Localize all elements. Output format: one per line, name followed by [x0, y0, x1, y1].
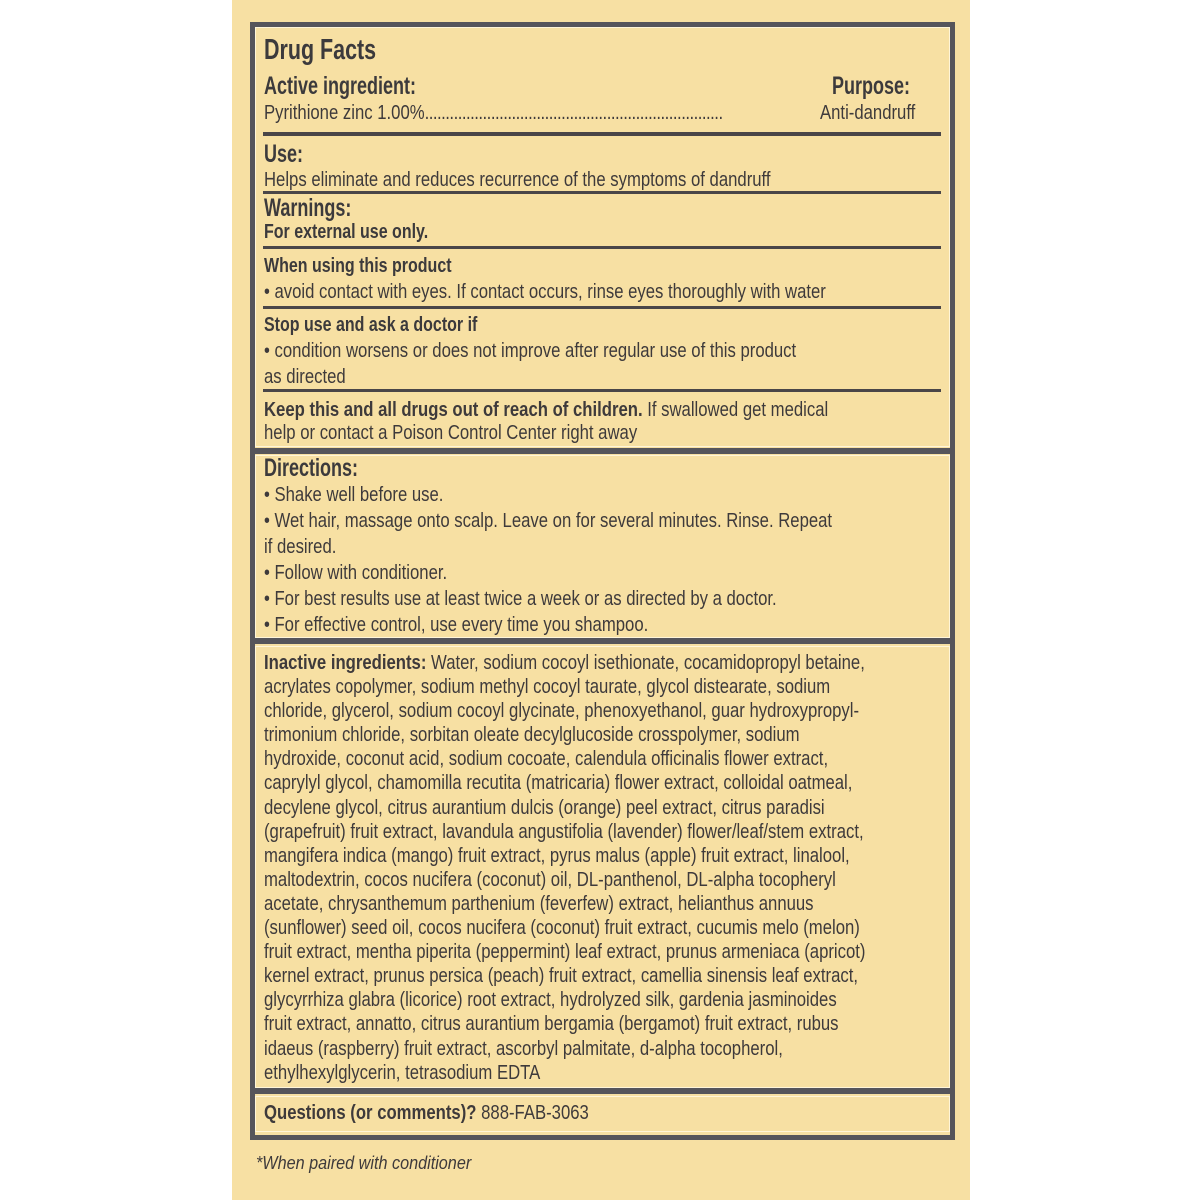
keep-out-of-reach-bold: Keep this and all drugs out of reach of children. [264, 399, 643, 421]
inactive-ingredients-line: hydroxide, coconut acid, sodium cocoate, calendula officinalis flower extract, [264, 748, 829, 771]
inactive-ingredients-line: (grapefruit) fruit extract, lavandula angustifolia (lavender) flower/leaf/stem extract, [264, 820, 864, 843]
section-band [250, 638, 955, 644]
inactive-ingredients-line: acetate, chrysanthemum parthenium (feverfew) extract, helianthus annuus [264, 892, 814, 915]
divider [263, 132, 941, 136]
active-ingredient-row [264, 103, 723, 123]
inactive-ingredients-line: chloride, glycerol, sodium cocoyl glycinate, phenoxyethanol, guar hydroxypropyl- [264, 700, 860, 723]
inactive-ingredients-line: ethylhexylglycerin, tetrasodium EDTA [264, 1061, 541, 1084]
section-band [250, 1088, 955, 1094]
warnings-heading: Warnings: [264, 194, 352, 222]
questions-phone: 888-FAB-3063 [476, 1102, 589, 1124]
inactive-ingredients-text: Water, sodium cocoyl isethionate, cocamidopropyl betaine, [426, 652, 865, 674]
inactive-ingredients-line: mangifera indica (mango) fruit extract, pyrus malus (apple) fruit extract, linalool, [264, 844, 850, 867]
inactive-ingredients-line: fruit extract, annatto, citrus aurantium bergamia (bergamot) fruit extract, rubus [264, 1013, 839, 1036]
inactive-ingredients-line: trimonium chloride, sorbitan oleate decylglucoside crosspolymer, sodium [264, 724, 800, 747]
questions-label: Questions (or comments)? [264, 1102, 477, 1124]
inactive-ingredients-line: acrylates copolymer, sodium methyl cocoyl taurate, glycol distearate, sodium [264, 676, 831, 698]
divider [263, 389, 941, 392]
direction-item: • For best results use at least twice a week or as directed by a doctor. [264, 588, 777, 610]
inactive-ingredients-line: kernel extract, prunus persica (peach) fruit extract, camellia sinensis leaf extract, [264, 965, 859, 988]
inactive-ingredients-line: maltodextrin, cocos nucifera (coconut) oil, DL-panthenol, DL-alpha tocopheryl [264, 868, 836, 891]
stop-use-text: as directed [264, 366, 346, 388]
use-text: Helps eliminate and reduces recurrence of the symptoms of dandruff [264, 169, 771, 191]
divider [263, 191, 941, 194]
inactive-ingredients-line: caprylyl glycol, chamomilla recutita (matricaria) flower extract, colloidal oatmeal, [264, 772, 853, 795]
purpose-heading: Purpose: [832, 72, 911, 100]
footnote: *When paired with conditioner [256, 1153, 472, 1173]
frame-inner-line [255, 455, 950, 638]
when-using-heading: When using this product [264, 255, 452, 277]
questions-line [264, 1103, 589, 1123]
active-ingredient-name: Pyrithione zinc 1.00% [264, 102, 425, 124]
keep-out-of-reach-text: If swallowed get medical [642, 399, 829, 421]
inactive-ingredients-first-line [264, 653, 865, 673]
inactive-ingredients-line: idaeus (raspberry) fruit extract, ascorbyl palmitate, d-alpha tocopherol, [264, 1037, 783, 1060]
direction-item: • Wet hair, massage onto scalp. Leave on for several minutes. Rinse. Repeat [264, 510, 833, 532]
direction-item: if desired. [264, 536, 337, 558]
dot-leader: ........................................................................ [424, 102, 723, 124]
inactive-ingredients-line: (sunflower) seed oil, cocos nucifera (coconut) fruit extract, cucumis melo (melon) [264, 917, 860, 939]
direction-item: • For effective control, use every time you shampoo. [264, 614, 649, 636]
keep-out-of-reach-text: help or contact a Poison Control Center right away [264, 422, 638, 444]
when-using-text: • avoid contact with eyes. If contact occurs, rinse eyes thoroughly with water [264, 281, 826, 303]
directions-heading: Directions: [264, 454, 359, 482]
inactive-ingredients-line: fruit extract, mentha piperita (peppermint) leaf extract, prunus armeniaca (apricot) [264, 941, 866, 964]
inactive-ingredients-line: glycyrrhiza glabra (licorice) root extract, hydrolyzed silk, gardenia jasminoides [264, 989, 837, 1012]
purpose-value: Anti-dandruff [820, 102, 916, 124]
inactive-ingredients-label: Inactive ingredients: [264, 652, 427, 674]
drug-facts-title: Drug Facts [264, 34, 377, 66]
divider [263, 246, 941, 249]
direction-item: • Follow with conditioner. [264, 562, 448, 584]
stop-use-heading: Stop use and ask a doctor if [264, 314, 478, 336]
use-heading: Use: [264, 140, 304, 168]
stop-use-text: • condition worsens or does not improve after regular use of this product [264, 340, 797, 362]
divider [263, 306, 941, 309]
direction-item: • Shake well before use. [264, 484, 444, 506]
external-use-warning: For external use only. [264, 221, 429, 243]
active-ingredient-heading: Active ingredient: [264, 72, 417, 100]
inactive-ingredients-line: decylene glycol, citrus aurantium dulcis (orange) peel extract, citrus paradisi [264, 796, 825, 819]
keep-out-of-reach [264, 400, 828, 420]
